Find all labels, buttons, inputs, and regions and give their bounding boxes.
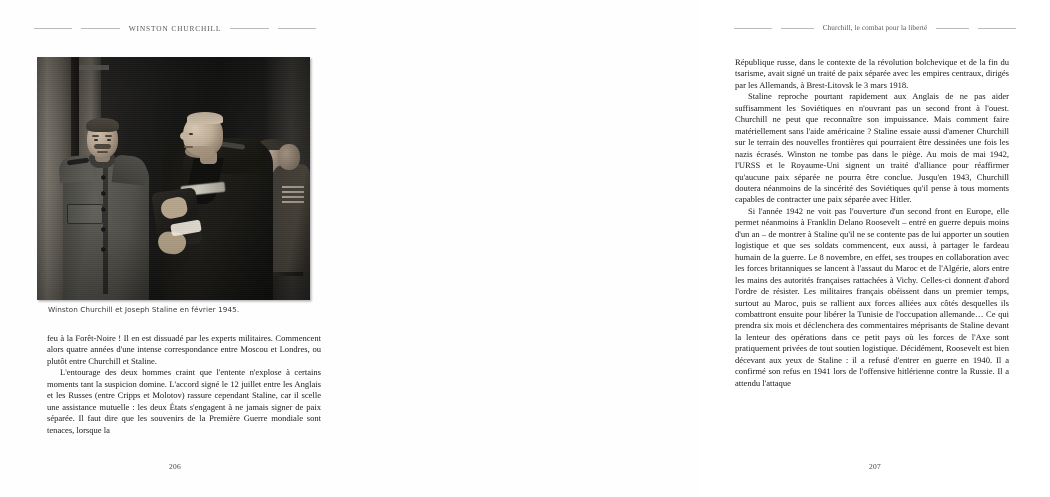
running-head-left-label: WINSTON CHURCHILL <box>128 24 222 33</box>
right-page <box>350 0 1009 497</box>
rule-left-inner <box>81 28 120 29</box>
right-page-body-text <box>735 57 1009 389</box>
paragraph: feu à la Forêt-Noire ! Il en est dissuadé par les experts militaires. Commencent alors quatre années d'une intense correspondance entre Moscou et Londres, ou plutôt entre Churchill et Staline. <box>47 333 321 366</box>
stalin-moustache <box>94 144 111 149</box>
stalin-eye <box>94 139 98 142</box>
rule-left-outer <box>34 28 72 29</box>
running-head-right <box>734 24 1016 32</box>
stalin-button <box>101 227 106 232</box>
left-page <box>0 0 350 497</box>
stalin-eyebrow <box>105 135 112 137</box>
photograph-scene <box>37 57 310 300</box>
stalin-eye <box>107 139 111 142</box>
officer-head <box>278 144 300 170</box>
running-head-right-label: Churchill, le combat pour la liberté <box>822 24 928 32</box>
rule-right-trailing <box>936 28 969 29</box>
photograph <box>37 57 310 300</box>
folio-right: 207 <box>869 462 881 471</box>
paragraph: Staline reproche pourtant rapidement aux Anglais de ne pas aider suffisamment les Soviétiques en n'ouvrant pas un second front à l'ouest. Churchill ne peut que reconnaître son impuissance. Mais comment faire matériellement sans l'aide américaine ? Staline essaie aussi d'amener Churchill sur le terrain des nouvelles frontières qui pourraient être dessinées une fois les nazis écrasés. Winston ne tombe pas dans le piège. Au mois de mai 1942, l'URSS et le Royaume-Uni signent un traité d'alliance pour réaffirmer qu'aucune paix séparée ne pourra être conclue. Jusqu'en 1943, Churchill doutera néanmoins de la sincérité des Soviétiques qu'il pense à tous moments capables de contracter une paix séparée avec Hitler. <box>735 91 1009 205</box>
paragraph: Si l'année 1942 ne voit pas l'ouverture d'un second front en Europe, elle permet néanmoins à Franklin Delano Roosevelt – entré en guerre depuis moins d'un an – de montrer à Staline qu'il ne se contente pas de lui apporter un soutien logistique et que ses soldats commencent, eux aussi, à partager le fardeau humain de la guerre. Le 8 novembre, en effet, ses troupes en collaboration avec les forces britanniques se lancent à l'assaut du Maroc et de l'Algérie, alors entre les mains des autorités françaises rattachées à Vichy. Celles-ci donnent d'abord l'ordre de résister. Les militaires français obéissent dans un premier temps, surtout au Maroc, puis se rallient aux forces alliées aux côtés desquelles ils combattront ensuite pour libérer la Tunisie de l'occupation allemande… Ce qui prendra six mois et déclenchera des commentaires méprisants de Staline devant la lenteur des opérations dans ce petit pays où les forces de l'Axe sont pratiquement privées de tout soutien logistique. Décidément, Roosevelt est bien décevant aux yeux de Staline : il a refusé d'entrer en guerre en 1940. Il a confirmé son refus en 1941 lors de l'offensive hitlérienne contre la Russie. Il a attendu l'attaque <box>735 205 1009 388</box>
folio-left: 206 <box>169 462 181 471</box>
stalin-button <box>101 191 106 196</box>
stalin-button <box>101 247 106 252</box>
door-trim <box>79 65 109 70</box>
figure-caption: Winston Churchill et Joseph Staline en février 1945. <box>48 305 240 314</box>
stalin-button <box>101 175 106 180</box>
stalin-mouth <box>97 151 108 153</box>
stalin-hair <box>86 118 119 132</box>
rule-left-trailing-outer <box>278 28 316 29</box>
churchill-nose <box>180 132 189 140</box>
officer-body <box>272 164 310 272</box>
churchill-mouth <box>184 146 193 148</box>
churchill-eye <box>189 133 193 136</box>
stalin-breast-pocket <box>67 204 103 224</box>
officer-aiguillette <box>282 186 304 204</box>
rule-right-inner <box>781 28 814 29</box>
paragraph: République russe, dans le contexte de la révolution bolchevique et de la fin du tsarisme, avait signé un traité de paix séparée avec les empires centraux, dirigés par les Allemands, à Brest-Litovsk le 3 mars 1918. <box>735 57 1009 90</box>
rule-left-trailing <box>230 28 269 29</box>
figure-churchill-stalin <box>37 57 310 300</box>
rule-right-outer <box>734 28 772 29</box>
stalin-eyebrow <box>92 135 99 137</box>
paragraph: L'entourage des deux hommes craint que l'entente n'explose à certains moments tant la suspicion domine. L'accord signé le 12 juillet entre les Anglais et les Russes (entre Cripps et Molotov) rassure cependant Staline, car il scelle une assistance mutuelle : les deux États s'engagent à ne jamais signer de paix séparée. Il faut dire que les souvenirs de la Première Guerre mondiale sont tenaces, lorsque la <box>47 367 321 435</box>
running-head-left <box>34 24 316 33</box>
left-page-body-text <box>47 333 321 436</box>
rule-right-trailing-outer <box>978 28 1016 29</box>
churchill-crown <box>187 112 223 124</box>
